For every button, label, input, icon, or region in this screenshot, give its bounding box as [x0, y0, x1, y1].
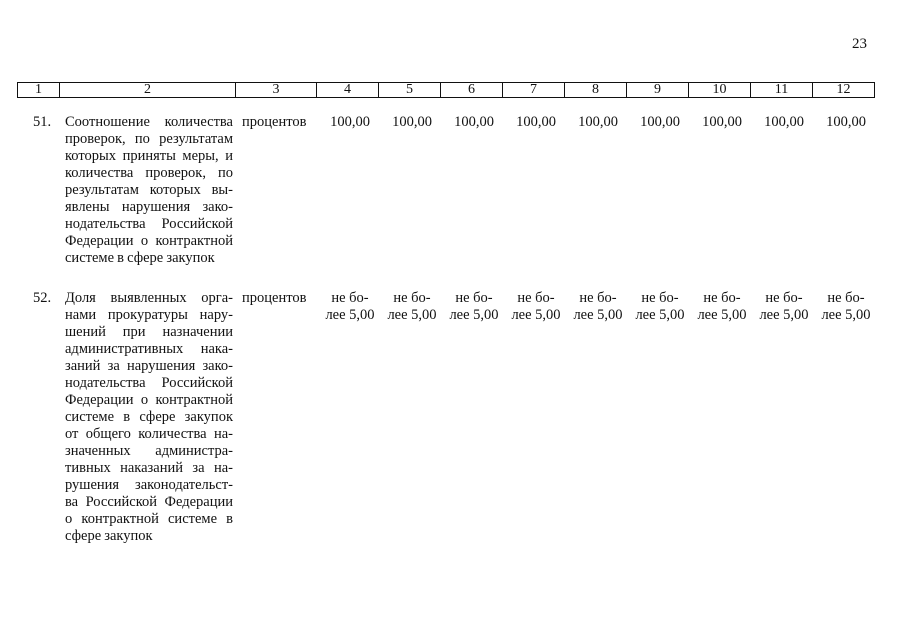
description-line: нодательства Российской	[65, 216, 233, 232]
description-line: Соотношение количества	[65, 114, 233, 130]
value-col-11: 100,00	[764, 114, 804, 130]
description-line: нодательства Российской	[65, 375, 233, 391]
description-line: Доля выявленных орга-	[65, 290, 233, 306]
description-line: от общего количества на-	[65, 426, 233, 442]
header-col-2: 2	[60, 83, 236, 98]
description-line: Федерации о контрактной	[65, 233, 233, 249]
row-number: 52.	[33, 290, 52, 306]
row-unit: процентов	[242, 290, 307, 306]
value-col-4: 100,00	[330, 114, 370, 130]
header-col-11: 11	[751, 83, 813, 98]
row-description	[65, 114, 233, 267]
value-col-9: 100,00	[640, 114, 680, 130]
value-line: лее 5,00	[697, 307, 747, 323]
description-line: сфере закупок	[65, 528, 153, 544]
description-line: проверок, по результатам	[65, 131, 233, 147]
value-col-7	[504, 290, 568, 324]
value-col-10: 100,00	[702, 114, 742, 130]
header-col-8: 8	[565, 83, 627, 98]
description-line: нами прокуратуры нару-	[65, 307, 233, 323]
value-col-12	[814, 290, 878, 324]
description-line: Федерации о контрактной	[65, 392, 233, 408]
value-col-10	[690, 290, 754, 324]
header-col-12: 12	[813, 83, 875, 98]
description-line: явлены нарушения зако-	[65, 199, 233, 215]
header-col-1: 1	[18, 83, 60, 98]
value-col-11	[752, 290, 816, 324]
value-line: не бо-	[703, 290, 741, 306]
value-col-12: 100,00	[826, 114, 866, 130]
value-line: лее 5,00	[449, 307, 499, 323]
description-line: административных нака-	[65, 341, 233, 357]
value-line: не бо-	[455, 290, 493, 306]
description-line: о контрактной системе в	[65, 511, 233, 527]
value-col-4	[318, 290, 382, 324]
header-col-3: 3	[236, 83, 317, 98]
description-line: которых приняты меры, и	[65, 148, 233, 164]
value-line: лее 5,00	[325, 307, 375, 323]
value-line: не бо-	[393, 290, 431, 306]
value-col-5: 100,00	[392, 114, 432, 130]
description-line: значенных администра-	[65, 443, 233, 459]
header-col-7: 7	[503, 83, 565, 98]
value-line: лее 5,00	[573, 307, 623, 323]
value-line: не бо-	[517, 290, 555, 306]
value-col-5	[380, 290, 444, 324]
header-col-4: 4	[317, 83, 379, 98]
value-line: лее 5,00	[821, 307, 871, 323]
description-line: системе в сфере закупок	[65, 250, 215, 266]
value-line: не бо-	[641, 290, 679, 306]
header-col-10: 10	[689, 83, 751, 98]
value-col-7: 100,00	[516, 114, 556, 130]
column-number-header	[17, 82, 875, 98]
description-line: заний за нарушения зако-	[65, 358, 233, 374]
value-line: не бо-	[765, 290, 803, 306]
value-line: не бо-	[579, 290, 617, 306]
header-col-9: 9	[627, 83, 689, 98]
description-line: результатам которых вы-	[65, 182, 233, 198]
description-line: рушения законодательст-	[65, 477, 233, 493]
row-unit: процентов	[242, 114, 307, 130]
value-col-8: 100,00	[578, 114, 618, 130]
header-col-5: 5	[379, 83, 441, 98]
value-col-9	[628, 290, 692, 324]
header-col-6: 6	[441, 83, 503, 98]
value-line: лее 5,00	[387, 307, 437, 323]
description-line: шений при назначении	[65, 324, 233, 340]
description-line: тивных наказаний за на-	[65, 460, 233, 476]
value-line: лее 5,00	[511, 307, 561, 323]
description-line: системе в сфере закупок	[65, 409, 233, 425]
description-line: количества проверок, по	[65, 165, 233, 181]
row-description	[65, 290, 233, 545]
value-col-6	[442, 290, 506, 324]
description-line: ва Российской Федерации	[65, 494, 233, 510]
value-line: не бо-	[827, 290, 865, 306]
value-line: лее 5,00	[635, 307, 685, 323]
value-col-8	[566, 290, 630, 324]
value-line: лее 5,00	[759, 307, 809, 323]
value-col-6: 100,00	[454, 114, 494, 130]
row-number: 51.	[33, 114, 52, 130]
value-line: не бо-	[331, 290, 369, 306]
page-number: 23	[852, 36, 867, 52]
